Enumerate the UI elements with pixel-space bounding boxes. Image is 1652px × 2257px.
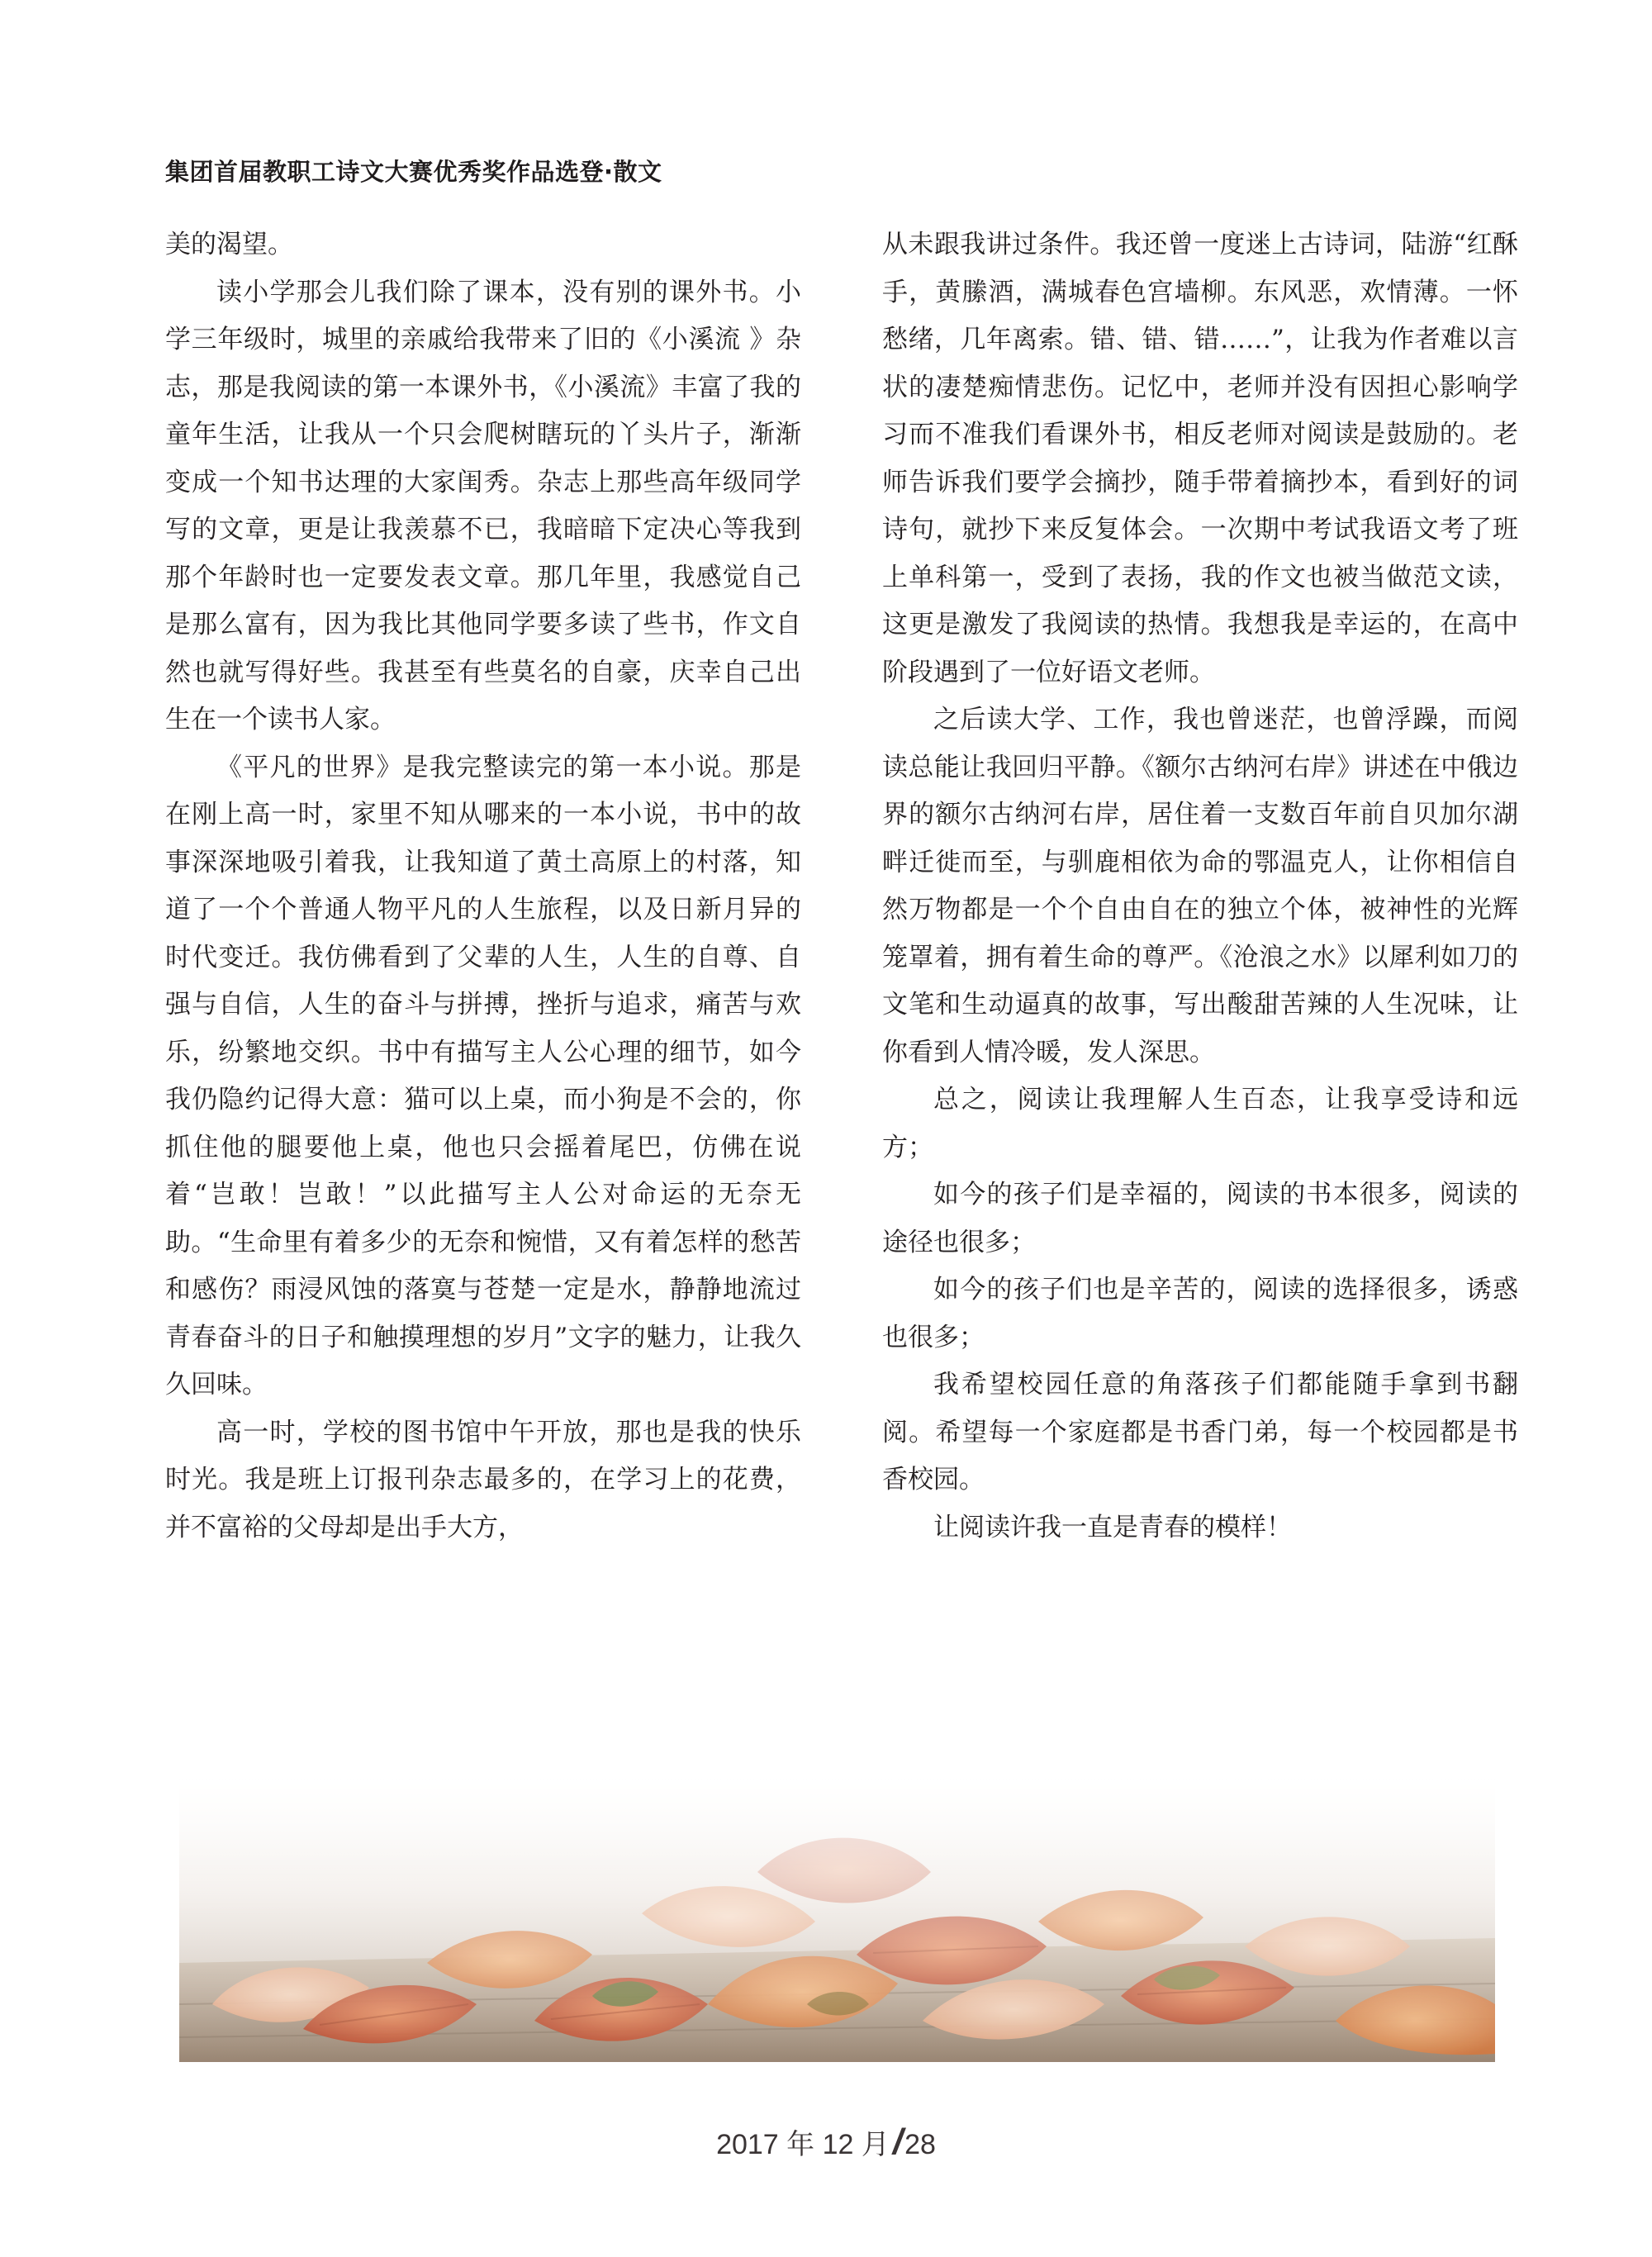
paragraph: 总之，阅读让我理解人生百态，让我享受诗和远方；	[882, 1085, 1518, 1162]
separator-slash: /	[892, 2122, 904, 2162]
paragraph: 从未跟我讲过条件。我还曾一度迷上古诗词，陆游“红酥手，黄縢酒，满城春色宫墙柳。东风恶，欢情薄。一怀愁绪，几年离索。错、错、错……”，让我为作者难以言状的凄楚痴情悲伤。记忆中，老师并没有因担心影响学习而不准我们看课外书，相反老师对阅读是鼓励的。老师告诉我们要学会摘抄，随手带着摘抄本，看到好的词诗句，就抄下来反复体会。一次期中考试我语文考了班上单科第一，受到了表扬，我的作文也被当做范文读，这更是激发了我阅读的热情。我想我是幸运的，在高中阶段遇到了一位好语文老师。	[882, 230, 1518, 687]
paragraph: 我希望校园任意的角落孩子们都能随手拿到书翻阅。希望每一个家庭都是书香门弟，每一个校园都是书香校园。	[882, 1370, 1518, 1494]
page-footer	[0, 2122, 1652, 2163]
paragraph: 高一时，学校的图书馆中午开放，那也是我的快乐时光。我是班上订报刊杂志最多的，在学习上的花费，并不富裕的父母却是出手大方，	[165, 1417, 801, 1542]
page-number: 28	[904, 2129, 936, 2160]
paragraph: 如今的孩子们是幸福的，阅读的书本很多，阅读的途径也很多；	[882, 1180, 1518, 1257]
issue-date: 2017 年 12 月	[716, 2129, 890, 2160]
left-text-column	[165, 221, 801, 1551]
running-header: 集团首届教职工诗文大赛优秀奖作品选登·散文	[165, 158, 662, 186]
paragraph: 读小学那会儿我们除了课本，没有别的课外书。小学三年级时，城里的亲戚给我带来了旧的《小溪流 》杂志，那是我阅读的第一本课外书，《小溪流》丰富了我的童年生活，让我从一个只会爬树瞎玩的丫头片子，渐渐变成一个知书达理的大家闺秀。杂志上那些高年级同学写的文章，更是让我羡慕不已，我暗暗下定决心等我到那个年龄时也一定要发表文章。那几年里，我感觉自己是那么富有，因为我比其他同学要多读了些书，作文自然也就写得好些。我甚至有些莫名的自豪，庆幸自己出生在一个读书人家。	[165, 277, 801, 734]
paragraph: 之后读大学、工作，我也曾迷茫，也曾浮躁，而阅读总能让我回归平静。《额尔古纳河右岸》讲述在中俄边界的额尔古纳河右岸，居住着一支数百年前自贝加尔湖畔迁徙而至，与驯鹿相依为命的鄂温克人，让你相信自然万物都是一个个自由自在的独立个体，被神性的光辉笼罩着，拥有着生命的尊严。《沧浪之水》以犀利如刀的文笔和生动逼真的故事，写出酸甜苦辣的人生况味，让你看到人情冷暖，发人深思。	[882, 705, 1518, 1067]
paragraph: 美的渴望。	[165, 230, 293, 259]
autumn-leaves-photo	[179, 1756, 1495, 2062]
paragraph: 《平凡的世界》是我完整读完的第一本小说。那是在刚上高一时，家里不知从哪来的一本小说，书中的故事深深地吸引着我，让我知道了黄土高原上的村落，知道了一个个普通人物平凡的人生旅程，以及日新月异的时代变迁。我仿佛看到了父辈的人生，人生的自尊、自强与自信，人生的奋斗与拼搏，挫折与追求，痛苦与欢乐，纷繁地交织。书中有描写主人公心理的细节，如今我仍隐约记得大意：猫可以上桌，而小狗是不会的，你抓住他的腿要他上桌，他也只会摇着尾巴，仿佛在说着“岂敢！岂敢！”以此描写主人公对命运的无奈无助。“生命里有着多少的无奈和惋惜，又有着怎样的愁苦和感伤？雨浸风蚀的落寞与苍楚一定是水，静静地流过青春奋斗的日子和触摸理想的岁月”文字的魅力，让我久久回味。	[165, 752, 801, 1399]
right-text-column	[882, 221, 1518, 1551]
paragraph: 让阅读许我一直是青春的模样！	[933, 1512, 1292, 1542]
paragraph: 如今的孩子们也是辛苦的，阅读的选择很多，诱惑也很多；	[882, 1275, 1518, 1352]
